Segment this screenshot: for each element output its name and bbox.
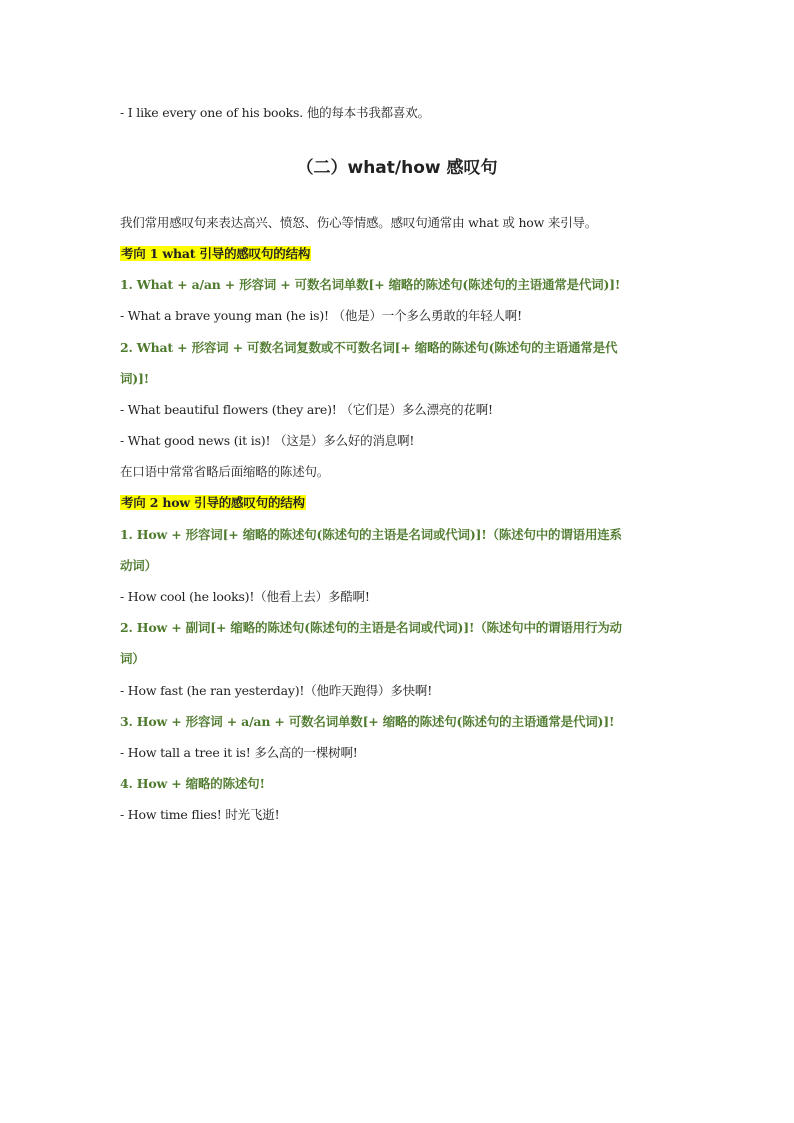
heading-how: [120, 494, 680, 512]
what-example-2a: - What beautiful flowers (they are)! （它们是）多么漂亮的花啊!: [120, 402, 493, 417]
how-rule-4: 4. How + 缩略的陈述句!: [120, 776, 265, 791]
omission-note: 在口语中常常省略后面缩略的陈述句。: [120, 464, 330, 479]
what-rule-2-line-2: 词)]!: [120, 371, 150, 386]
what-rule-1: 1. What + a/an + 形容词 + 可数名词单数[+ 缩略的陈述句(陈述句的主语通常是代词)]!: [120, 277, 621, 292]
heading-how-label: 考向 2 how 引导的感叹句的结构: [121, 495, 305, 510]
how-rule-1-line-2: 动词）: [120, 558, 157, 573]
how-example-3: - How tall a tree it is! 多么高的一棵树啊!: [120, 745, 358, 760]
how-rule-2-line-1: 2. How + 副词[+ 缩略的陈述句(陈述句的主语是名词或代词)]!（陈述句中的谓语用行为动: [120, 620, 622, 635]
how-example-1: - How cool (he looks)!（他看上去）多酷啊!: [120, 589, 370, 604]
how-example-4: - How time flies! 时光飞逝!: [120, 807, 280, 822]
how-example-2: - How fast (he ran yesterday)!（他昨天跑得）多快啊!: [120, 683, 433, 698]
heading-what: [120, 245, 680, 263]
what-rule-2-line-1: 2. What + 形容词 + 可数名词复数或不可数名词[+ 缩略的陈述句(陈述句的主语通常是代: [120, 340, 618, 355]
section-title: （二）what/how 感叹句: [296, 158, 498, 178]
how-rule-1-line-1: 1. How + 形容词[+ 缩略的陈述句(陈述句的主语是名词或代词)]!（陈述句中的谓语用连系: [120, 527, 622, 542]
how-rule-2-line-2: 词）: [120, 651, 145, 666]
example-books: - I like every one of his books. 他的每本书我都喜欢。: [120, 105, 430, 120]
what-example-2b: - What good news (it is)! （这是）多么好的消息啊!: [120, 433, 415, 448]
how-rule-3: 3. How + 形容词 + a/an + 可数名词单数[+ 缩略的陈述句(陈述句的主语通常是代词)]!: [120, 714, 615, 729]
what-example-1: - What a brave young man (he is)! （他是）一个多么勇敢的年轻人啊!: [120, 308, 522, 323]
intro-paragraph: 我们常用感叹句来表达高兴、愤怒、伤心等情感。感叹句通常由 what 或 how 来引导。: [120, 215, 598, 230]
heading-what-label: 考向 1 what 引导的感叹句的结构: [121, 246, 311, 261]
